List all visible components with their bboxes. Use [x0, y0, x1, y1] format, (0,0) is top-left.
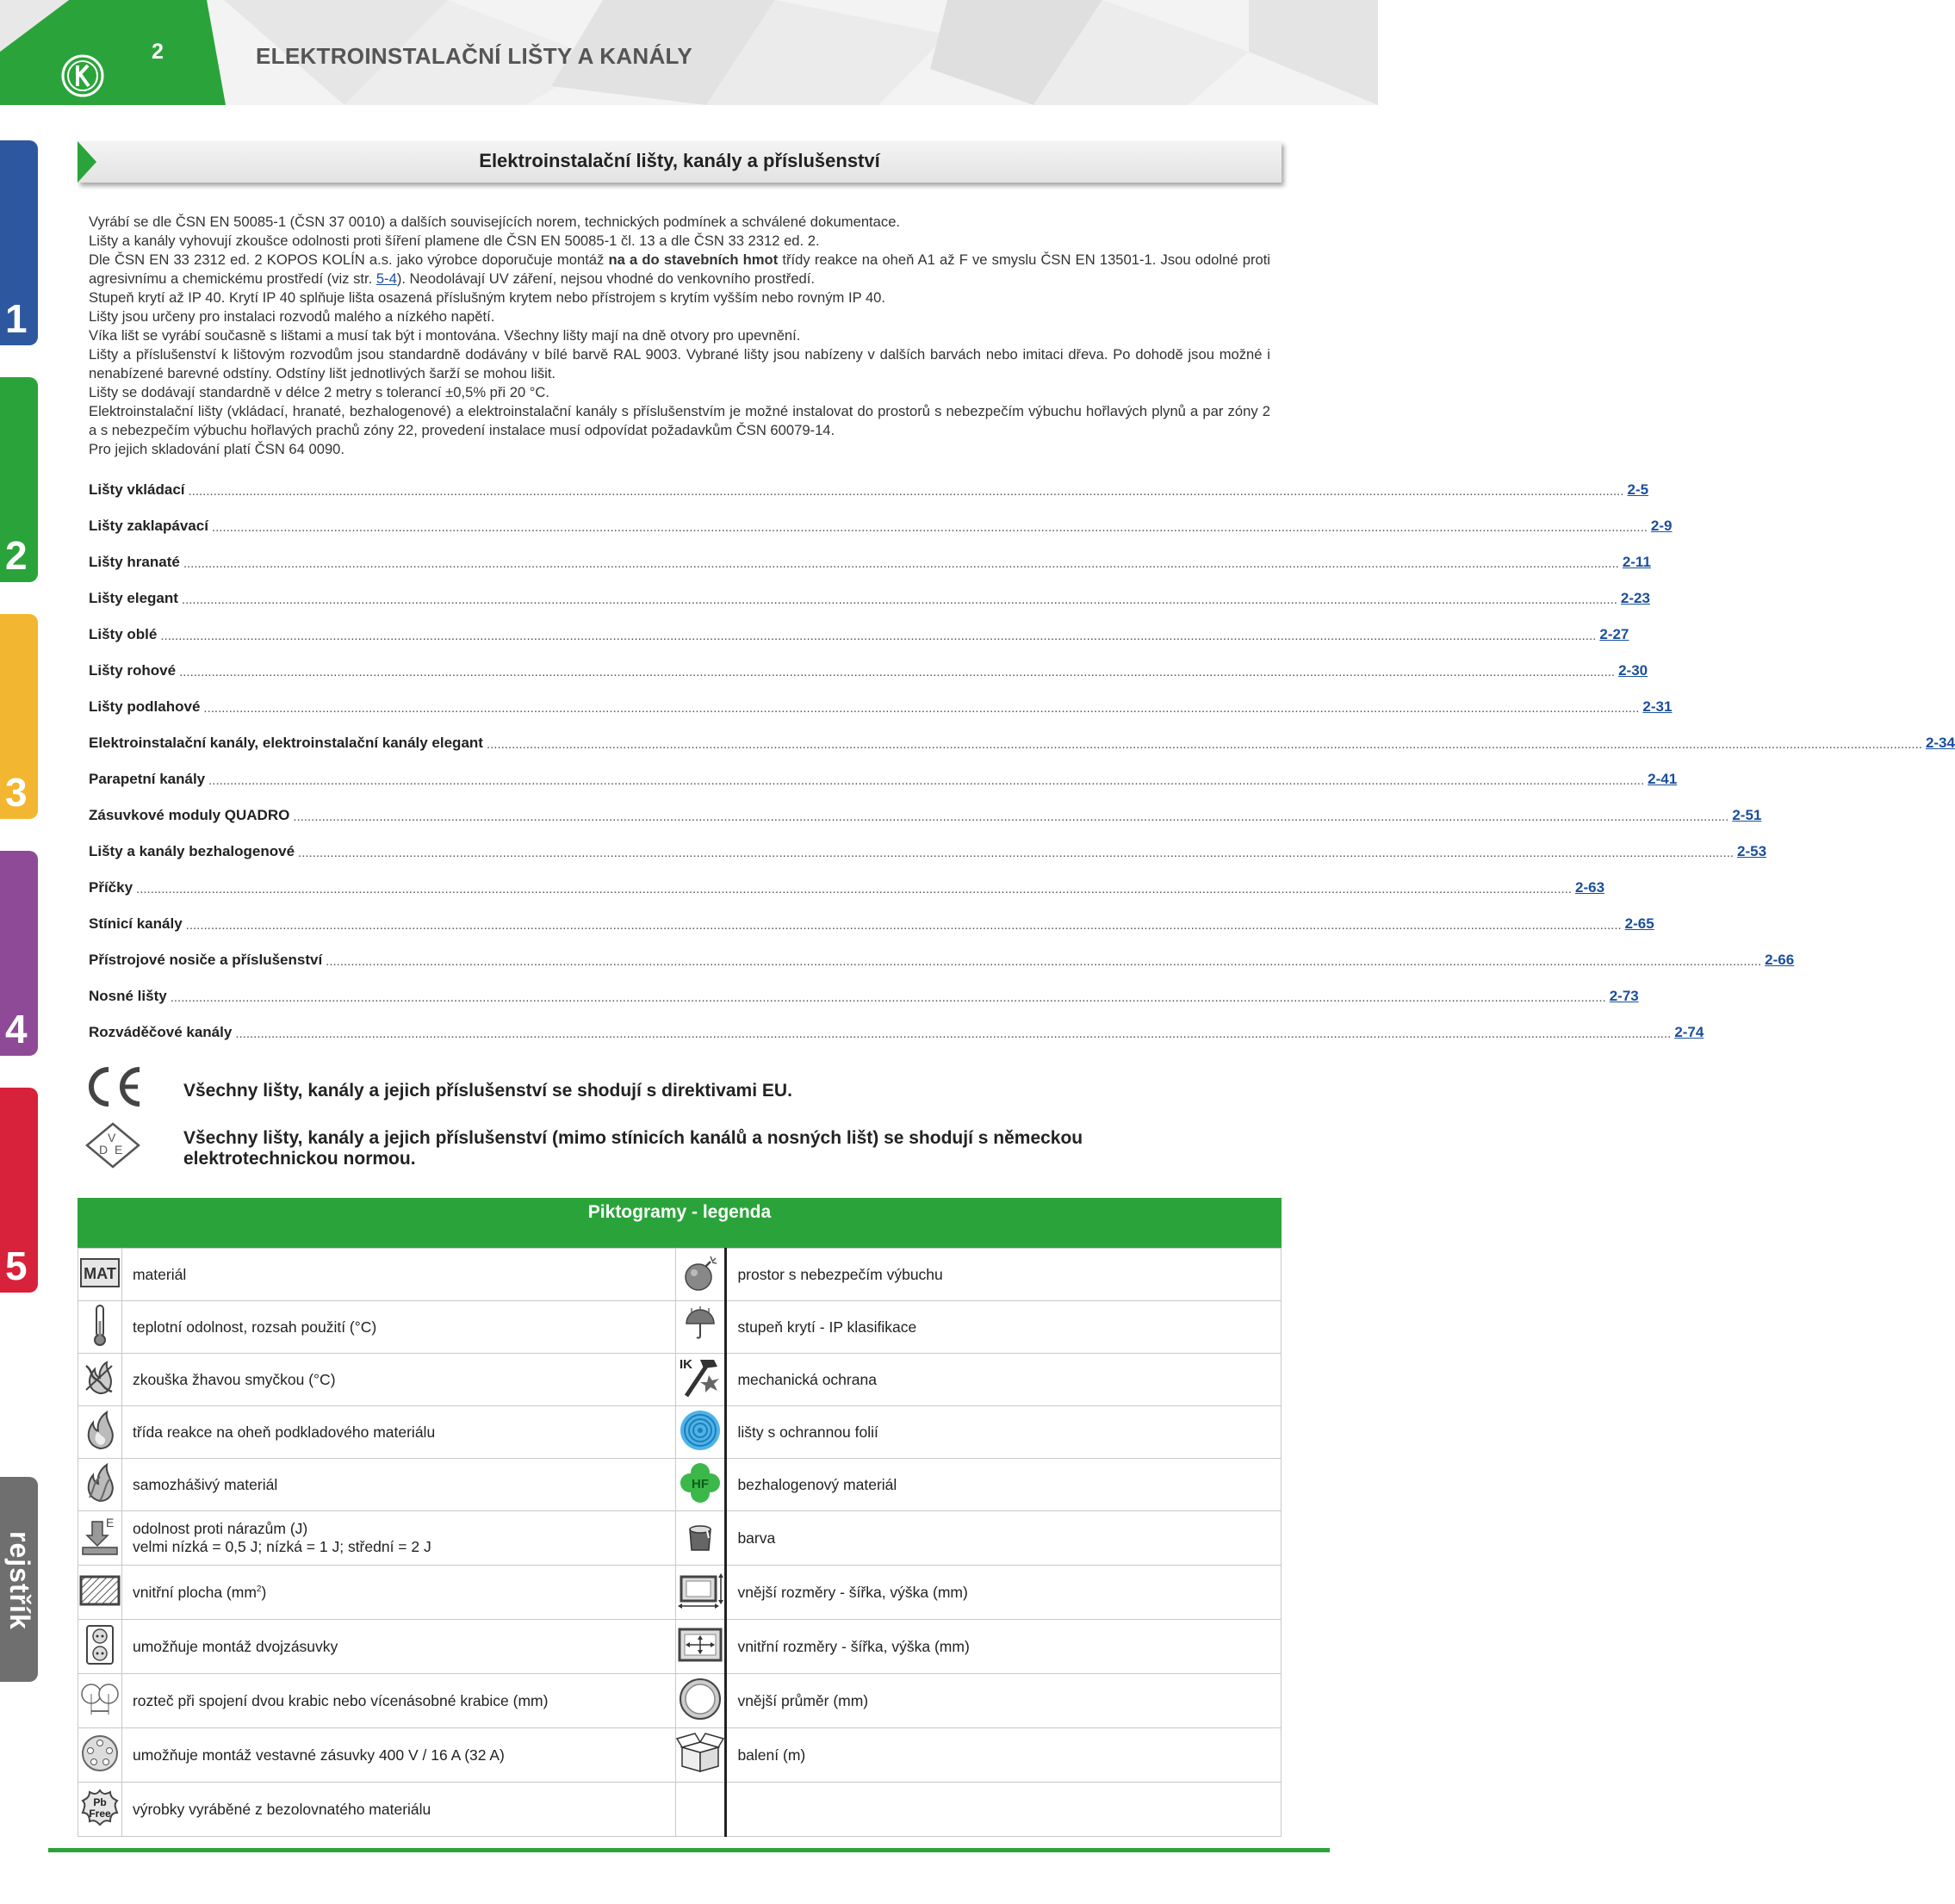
umbrella-drop-icon: [676, 1301, 726, 1354]
legend-right-cell: [726, 1406, 1282, 1459]
intro-paragraph: Stupeň krytí až IP 40. Krytí IP 40 splňuje lišta osazená příslušným krytem nebo přístrojem s krytím vyšším nebo rovným IP 40.: [89, 289, 886, 306]
foil-spiral-icon: [676, 1406, 726, 1459]
legend-right-cell: [726, 1511, 1282, 1566]
legend-right-label: lišty s ochrannou folií: [737, 1423, 878, 1441]
toc-entry[interactable]: [89, 876, 1605, 896]
intro-paragraph: Víka lišt se vyrábí současně s lištami a musí tak být i montována. Všechny lišty mají na dně otvory pro upevnění.: [89, 327, 801, 344]
toc-leader-dots: ................................................................................................................................................................................................................................................................................................................................................................................................................: [188, 484, 1624, 499]
legend-right-cell: [726, 1674, 1282, 1728]
legend-row: [78, 1459, 1282, 1511]
chapter-tab-1-label: 1: [5, 296, 28, 341]
legend-right-cell: [726, 1728, 1282, 1783]
toc-page-link[interactable]: 2-9: [1650, 518, 1673, 534]
toc-leader-dots: ................................................................................................................................................................................................................................................................................................................................................................................................................: [211, 520, 1648, 535]
legend-row: [78, 1301, 1282, 1354]
chapter-tab-5-label: 5: [5, 1243, 28, 1288]
hf-clover-icon: [676, 1459, 726, 1511]
toc-entry[interactable]: [89, 840, 1767, 860]
outer-dimension-icon: [676, 1566, 726, 1620]
legend-left-label: rozteč při spojení dvou krabic nebo vícenásobné krabice (mm): [132, 1691, 549, 1709]
legend-left-cell: [121, 1566, 675, 1620]
legend-right-label: prostor s nebezpečím výbuchu: [737, 1265, 943, 1283]
legend-left-label: odolnost proti nárazům (J): [132, 1520, 308, 1537]
toc-leader-dots: ................................................................................................................................................................................................................................................................................................................................................................................................................: [326, 954, 1762, 969]
toc-entry-label: Nosné lišty: [89, 988, 167, 1004]
toc-entry[interactable]: [89, 948, 1795, 969]
vde-e-text: E: [115, 1143, 123, 1157]
ik-label: IK: [680, 1356, 693, 1372]
toc-entry-label: Lišty podlahové: [89, 698, 201, 715]
vde-v-text: V: [108, 1131, 116, 1144]
page-number: 2: [152, 40, 164, 64]
legend-left-label: zkouška žhavou smyčkou (°C): [132, 1370, 336, 1388]
legend-left-label: umožňuje montáž vestavné zásuvky 400 V / 16 A (32 A): [132, 1746, 505, 1764]
hatched-area-icon: [78, 1566, 122, 1620]
free-label: Free: [89, 1807, 111, 1820]
legend-row: [78, 1674, 1282, 1728]
explosion-bomb-icon: [676, 1249, 726, 1301]
legend-left-cell: [121, 1783, 675, 1837]
legend-right-cell: [726, 1459, 1282, 1511]
toc-page-link[interactable]: 2-65: [1624, 915, 1654, 932]
chapter-tab-5[interactable]: [0, 1088, 38, 1293]
index-tab-label: rejstřík: [4, 1531, 35, 1630]
legend-right-label: vnější rozměry - šířka, výška (mm): [737, 1583, 968, 1601]
legend-left-cell: [121, 1249, 675, 1301]
toc-entry-label: Lišty vkládací: [89, 481, 185, 498]
vde-d-text: D: [99, 1143, 109, 1157]
legend-right-label: stupeň krytí - IP klasifikace: [737, 1318, 917, 1336]
toc-page-link[interactable]: 2-30: [1618, 662, 1648, 679]
toc-page-link[interactable]: 2-74: [1674, 1024, 1704, 1040]
toc-page-link[interactable]: 2-5: [1627, 481, 1649, 498]
legend-right-cell: [726, 1566, 1282, 1620]
toc-page-link[interactable]: 2-73: [1609, 988, 1639, 1004]
intro-text: [89, 213, 1270, 459]
toc-page-link[interactable]: 2-63: [1575, 879, 1605, 896]
toc-leader-dots: ................................................................................................................................................................................................................................................................................................................................................................................................................: [203, 701, 1640, 716]
legend-row: [78, 1354, 1282, 1406]
toc-entry[interactable]: [89, 984, 1639, 1005]
toc-leader-dots: ................................................................................................................................................................................................................................................................................................................................................................................................................: [298, 846, 1735, 860]
legend-left-label: vnitřní plocha (mm: [132, 1583, 257, 1601]
chapter-tab-1[interactable]: [0, 140, 38, 345]
intro-text-part: Dle ČSN EN 33 2312 ed. 2 KOPOS KOLÍN a.s. jako výrobce doporučuje montáž: [89, 251, 609, 268]
toc-entry[interactable]: [89, 623, 1629, 643]
toc-entry[interactable]: [89, 478, 1649, 499]
legend-left-label: teplotní odolnost, rozsah použití (°C): [132, 1318, 377, 1336]
toc-page-link[interactable]: 2-53: [1737, 843, 1767, 859]
toc-entry[interactable]: [89, 550, 1651, 571]
legend-row: [78, 1249, 1282, 1301]
legend-left-cell: [121, 1728, 675, 1783]
intro-paragraph: Lišty a kanály vyhovují zkoušce odolnosti proti šíření plamene dle ČSN EN 50085-1 čl. 13 a dle ČSN 33 2312 ed. 2.: [89, 233, 820, 249]
toc-page-link[interactable]: 2-34: [1925, 735, 1955, 751]
legend-right-cell: [726, 1301, 1282, 1354]
toc-entry[interactable]: [89, 731, 1955, 752]
outer-diameter-icon: [676, 1674, 726, 1728]
vde-compliance-text: Všechny lišty, kanály a jejich příslušenství (mimo stínicích kanálů a nosných lišt) se shodují s německou elektrotechnickou normou.: [183, 1128, 1083, 1169]
chapter-tab-2[interactable]: [0, 377, 38, 582]
legend-right-cell: [726, 1354, 1282, 1406]
chapter-tab-3-label: 3: [5, 770, 28, 815]
intro-paragraph: [89, 251, 1270, 288]
ik-hammer-icon: [676, 1354, 726, 1406]
legend-left-cell: [121, 1354, 675, 1406]
legend-right-label: barva: [737, 1529, 776, 1547]
toc-entry-label: Příčky: [89, 879, 133, 896]
toc-entry-label: Parapetní kanály: [89, 771, 206, 787]
toc-leader-dots: ................................................................................................................................................................................................................................................................................................................................................................................................................: [181, 592, 1617, 607]
toc-entry-label: Elektroinstalační kanály, elektroinstalační kanály elegant: [89, 735, 483, 751]
legend-header: Piktogramy - legenda: [78, 1198, 1282, 1248]
legend-left-label-line2: velmi nízká = 0,5 J; nízká = 1 J; střední = 2 J: [132, 1538, 431, 1555]
toc-entry[interactable]: [89, 912, 1654, 933]
kopos-k-logo-icon: [60, 53, 105, 98]
legend-left-label: třída reakce na oheň podkladového materiálu: [132, 1423, 436, 1441]
chapter-tab-3[interactable]: [0, 614, 38, 819]
toc-page-link[interactable]: 2-27: [1599, 626, 1629, 642]
kopos-logo: [60, 53, 105, 102]
legend-right-cell: [726, 1783, 1282, 1837]
toc-entry-label: Lišty hranaté: [89, 554, 180, 570]
vde-mark-icon: [84, 1121, 141, 1169]
legend-row: [78, 1406, 1282, 1459]
box-spacing-icon: [78, 1674, 122, 1728]
toc-entry-label: Lišty oblé: [89, 626, 158, 642]
toc-leader-dots: ................................................................................................................................................................................................................................................................................................................................................................................................................: [208, 773, 1645, 788]
toc-entry[interactable]: [89, 586, 1650, 607]
pb-free-icon: [78, 1783, 122, 1837]
intro-paragraph: Lišty se dodávají standardně v délce 2 metry s tolerancí ±0,5% při 20 °C.: [89, 384, 550, 400]
toc-page-link[interactable]: 2-31: [1642, 698, 1673, 715]
ce-compliance-text: Všechny lišty, kanály a jejich příslušenství se shodují s direktivami EU.: [183, 1081, 792, 1101]
intro-text-part: třídy reakce na oheň A1 až F ve smyslu ČSN EN 13501-1. Jsou odolné proti agresivnímu a chemickému prostředí (viz str.: [89, 251, 1270, 287]
toc-leader-dots: ................................................................................................................................................................................................................................................................................................................................................................................................................: [170, 990, 1606, 1005]
chapter-title: ELEKTROINSTALAČNÍ LIŠTY A KANÁLY: [256, 43, 692, 69]
intro-text-part: ). Neodolávají UV záření, nejsou vhodné do venkovního prostředí.: [396, 270, 816, 287]
toc-entry[interactable]: [89, 1020, 1704, 1041]
toc-leader-dots: ................................................................................................................................................................................................................................................................................................................................................................................................................: [179, 665, 1616, 679]
legend-row: [78, 1783, 1282, 1837]
section-title: Elektroinstalační lišty, kanály a příslušenství: [479, 150, 880, 171]
thermometer-icon: [78, 1301, 122, 1354]
toc-entry-label: Zásuvkové moduly QUADRO: [89, 807, 290, 823]
toc-page-link[interactable]: 2-23: [1620, 590, 1650, 606]
paint-bucket-icon: [676, 1511, 726, 1566]
chapter-tab-4[interactable]: [0, 851, 38, 1056]
toc-page-link[interactable]: 2-66: [1765, 952, 1795, 968]
legend-left-label: umožňuje montáž dvojzásuvky: [132, 1637, 338, 1655]
toc-entry-label: Stínicí kanály: [89, 915, 183, 932]
legend-left-end: ): [261, 1583, 267, 1601]
ce-mark-icon: [84, 1064, 143, 1109]
legend-right-label: bezhalogenový materiál: [737, 1475, 897, 1493]
legend-row: [78, 1566, 1282, 1620]
footer-line: [48, 1848, 1330, 1852]
empty-icon-cell: [676, 1783, 726, 1837]
toc-entry[interactable]: [89, 767, 1678, 788]
flame-icon: [78, 1406, 122, 1459]
legend-left-cell: [121, 1301, 675, 1354]
toc-leader-dots: ................................................................................................................................................................................................................................................................................................................................................................................................................: [183, 556, 1619, 571]
toc-entry[interactable]: [89, 695, 1673, 716]
pictogram-legend-table: [78, 1248, 1282, 1837]
legend-right-cell: [726, 1249, 1282, 1301]
legend-left-label: materiál: [132, 1265, 187, 1283]
legend-left-sup: 2: [256, 1584, 262, 1594]
toc-entry-label: Lišty zaklapávací: [89, 518, 208, 534]
toc-entry-label: Rozváděčové kanály: [89, 1024, 233, 1040]
intro-paragraph: Elektroinstalační lišty (vkládací, hranaté, bezhalogenové) a elektroinstalační kanály s příslušenstvím je možné instalovat do prostorů s nebezpečím výbuchu hořlavých plynů a par zóny 2 a s nebezpečím výbuchu hořlavých prachů zóny 22, provedení instalace musí odpovídat požadavkům ČSN 60079-14.: [89, 403, 1270, 438]
toc-leader-dots: ................................................................................................................................................................................................................................................................................................................................................................................................................: [293, 809, 1729, 824]
page-link-5-4[interactable]: 5-4: [375, 270, 397, 287]
toc-entry-label: Lišty rohové: [89, 662, 177, 679]
legend-left-cell: [121, 1674, 675, 1728]
intro-paragraph: Vyrábí se dle ČSN EN 50085-1 (ČSN 37 0010) a dalších souvisejících norem, technických podmínek a schválené dokumentace.: [89, 214, 901, 230]
legend-right-label: mechanická ochrana: [737, 1370, 877, 1388]
hf-label: HF: [692, 1476, 710, 1492]
self-extinguishing-flame-icon: [78, 1459, 122, 1511]
toc-leader-dots: ................................................................................................................................................................................................................................................................................................................................................................................................................: [185, 918, 1622, 933]
legend-left-cell: [121, 1459, 675, 1511]
double-socket-icon: [78, 1620, 122, 1674]
toc-leader-dots: ................................................................................................................................................................................................................................................................................................................................................................................................................: [136, 882, 1573, 896]
intro-paragraph: Lišty a příslušenství k lištovým rozvodům jsou standardně dodávány v bílé barvě RAL 9003. Vybrané lišty jsou nabízeny v dalších barvách nebo imitaci dřeva. Po dohodě jsou možné i nenabízené barevné odstíny. Odstíny lišt jednotlivých šarží se mohou lišit.: [89, 346, 1270, 381]
chapter-tab-4-label: 4: [5, 1007, 28, 1051]
toc-entry[interactable]: [89, 803, 1762, 824]
toc-page-link[interactable]: 2-41: [1648, 771, 1678, 787]
toc-entry[interactable]: [89, 514, 1673, 535]
legend-row: [78, 1511, 1282, 1566]
legend-right-label: balení (m): [737, 1746, 806, 1764]
toc-leader-dots: ................................................................................................................................................................................................................................................................................................................................................................................................................: [486, 737, 1922, 752]
toc-leader-dots: ................................................................................................................................................................................................................................................................................................................................................................................................................: [160, 629, 1597, 643]
toc-leader-dots: ................................................................................................................................................................................................................................................................................................................................................................................................................: [235, 1026, 1672, 1041]
toc-entry-label: Přístrojové nosiče a příslušenství: [89, 952, 323, 968]
legend-right-label: vnitřní rozměry - šířka, výška (mm): [737, 1637, 970, 1655]
toc-page-link[interactable]: 2-11: [1622, 554, 1651, 570]
pb-label: Pb: [93, 1795, 107, 1808]
legend-left-cell: [121, 1620, 675, 1674]
mat-icon: [78, 1249, 122, 1301]
impact-e-label: E: [105, 1515, 115, 1529]
industrial-socket-icon: [78, 1728, 122, 1783]
legend-left-cell: [121, 1511, 675, 1566]
intro-paragraph: Pro jejich skladování platí ČSN 64 0090.: [89, 441, 345, 457]
package-box-icon: [676, 1728, 726, 1783]
legend-row: [78, 1620, 1282, 1674]
toc-entry[interactable]: [89, 659, 1648, 679]
legend-left-label: samozhášivý materiál: [132, 1475, 278, 1493]
chapter-tab-2-label: 2: [5, 533, 28, 578]
glow-wire-icon: [78, 1354, 122, 1406]
toc-entry-label: Lišty elegant: [89, 590, 178, 606]
legend-row: [78, 1728, 1282, 1783]
toc-page-link[interactable]: 2-51: [1732, 807, 1762, 823]
intro-paragraph: Lišty jsou určeny pro instalaci rozvodů malého a nízkého napětí.: [89, 308, 495, 325]
inner-dimension-icon: [676, 1620, 726, 1674]
intro-bold-text: na a do stavebních hmot: [608, 251, 779, 268]
impact-arrow-icon: [78, 1511, 122, 1566]
mat-label: MAT: [84, 1264, 116, 1282]
legend-left-label: výrobky vyráběné z bezolovnatého materiálu: [132, 1800, 431, 1818]
legend-left-cell: [121, 1406, 675, 1459]
legend-right-label: vnější průměr (mm): [737, 1691, 869, 1709]
legend-right-cell: [726, 1620, 1282, 1674]
toc-entry-label: Lišty a kanály bezhalogenové: [89, 843, 295, 859]
